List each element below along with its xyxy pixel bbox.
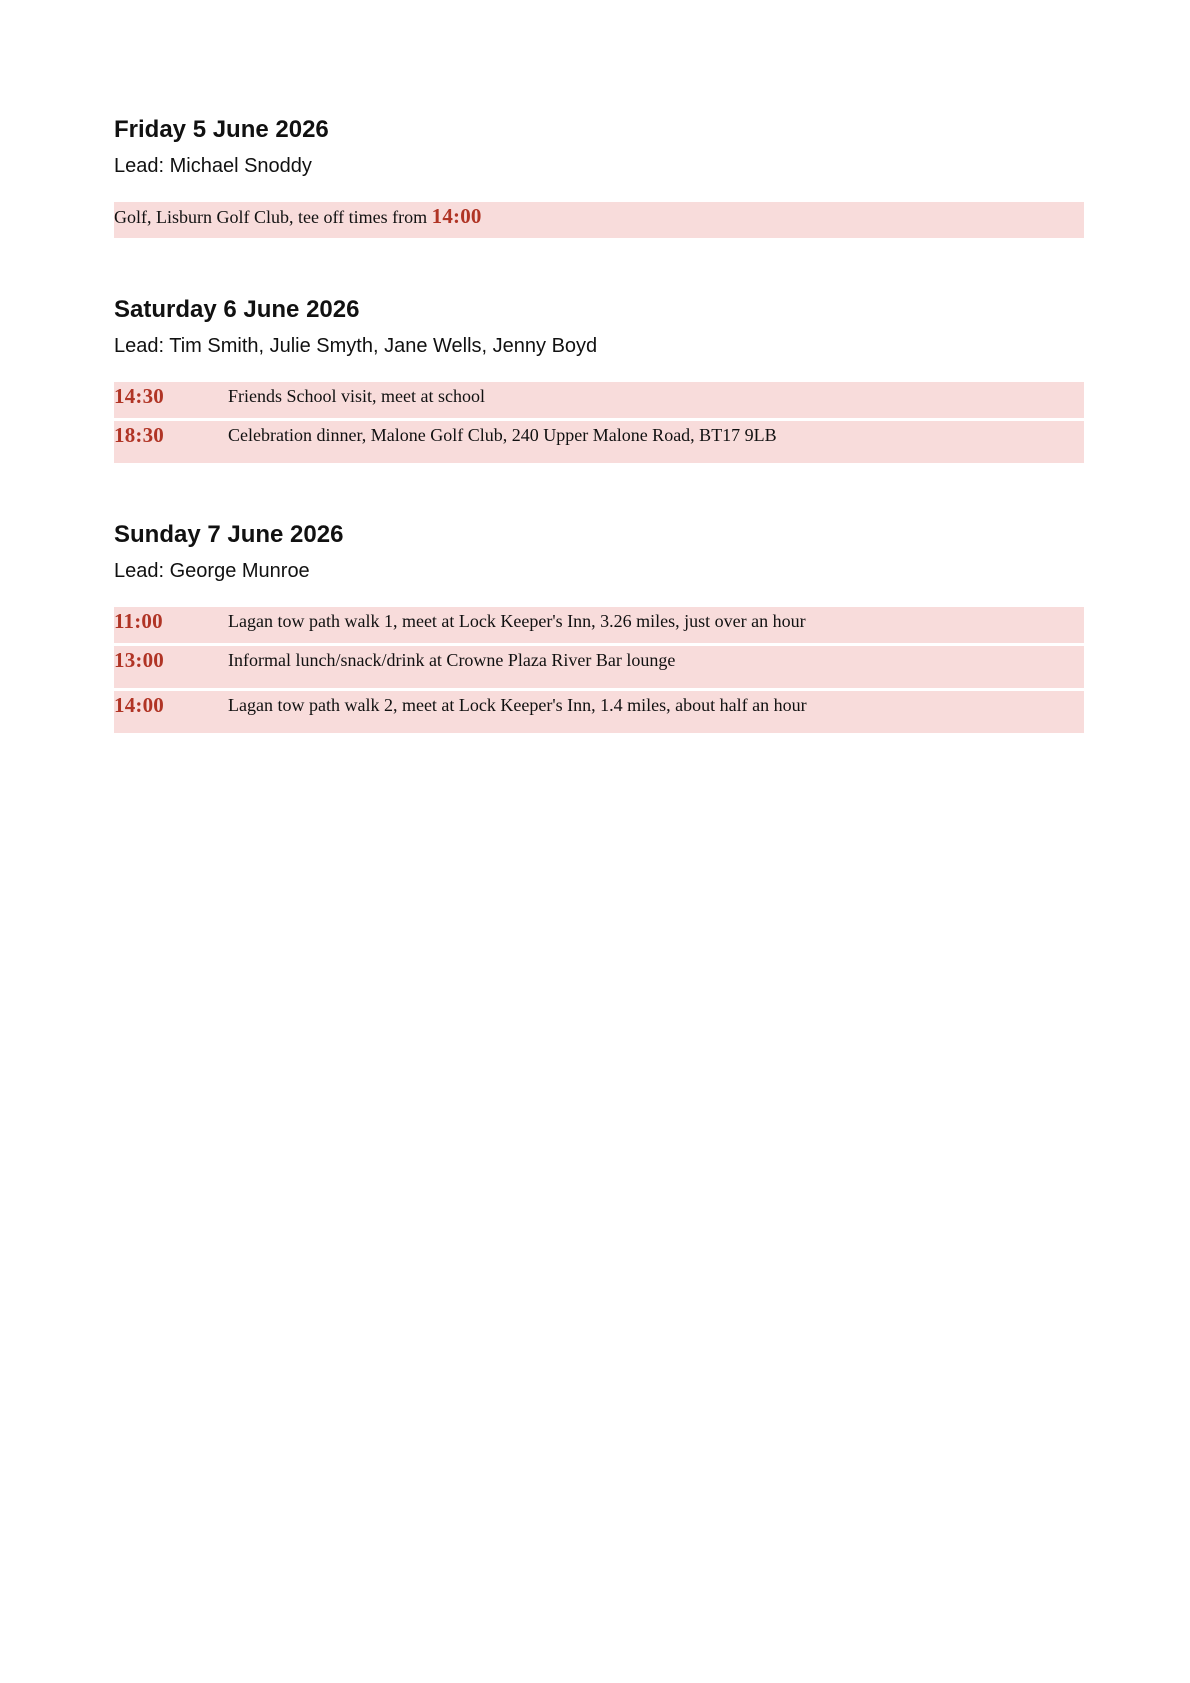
event-time: 14:00: [114, 693, 164, 717]
event-row: [114, 421, 1084, 463]
day-lead: Lead: Tim Smith, Julie Smyth, Jane Wells, Jenny Boyd: [114, 335, 598, 357]
event-list: [114, 202, 1084, 238]
day-saturday: [114, 292, 1084, 463]
day-lead: Lead: George Munroe: [114, 560, 310, 582]
event-row-golf: [114, 202, 1084, 238]
event-description: Lagan tow path walk 1, meet at Lock Keeper's Inn, 3.26 miles, just over an hour: [228, 611, 806, 631]
event-row: [114, 607, 1084, 643]
event-description: Friends School visit, meet at school: [228, 386, 485, 406]
event-row: [114, 382, 1084, 418]
event-list: [114, 607, 1084, 733]
event-time: 11:00: [114, 609, 163, 633]
event-time: 13:00: [114, 648, 164, 672]
day-lead: Lead: Michael Snoddy: [114, 155, 312, 177]
event-note-text: Golf, Lisburn Golf Club, tee off times from: [114, 207, 432, 227]
event-description: Lagan tow path walk 2, meet at Lock Keeper's Inn, 1.4 miles, about half an hour: [228, 695, 807, 715]
event-description: [114, 202, 1084, 231]
event-time: 14:30: [114, 384, 164, 408]
event-time: 18:30: [114, 423, 164, 447]
event-description: Celebration dinner, Malone Golf Club, 240 Upper Malone Road, BT17 9LB: [228, 425, 777, 445]
itinerary-page: [114, 112, 1084, 733]
day-title: Friday 5 June 2026: [114, 116, 329, 143]
day-title: Saturday 6 June 2026: [114, 296, 360, 323]
event-list: [114, 382, 1084, 463]
day-title: Sunday 7 June 2026: [114, 521, 344, 548]
event-description: Informal lunch/snack/drink at Crowne Plaza River Bar lounge: [228, 650, 676, 670]
event-time: 14:00: [431, 204, 482, 228]
day-friday: [114, 112, 1084, 238]
event-row: [114, 691, 1084, 733]
day-sunday: [114, 517, 1084, 733]
event-row: [114, 646, 1084, 688]
